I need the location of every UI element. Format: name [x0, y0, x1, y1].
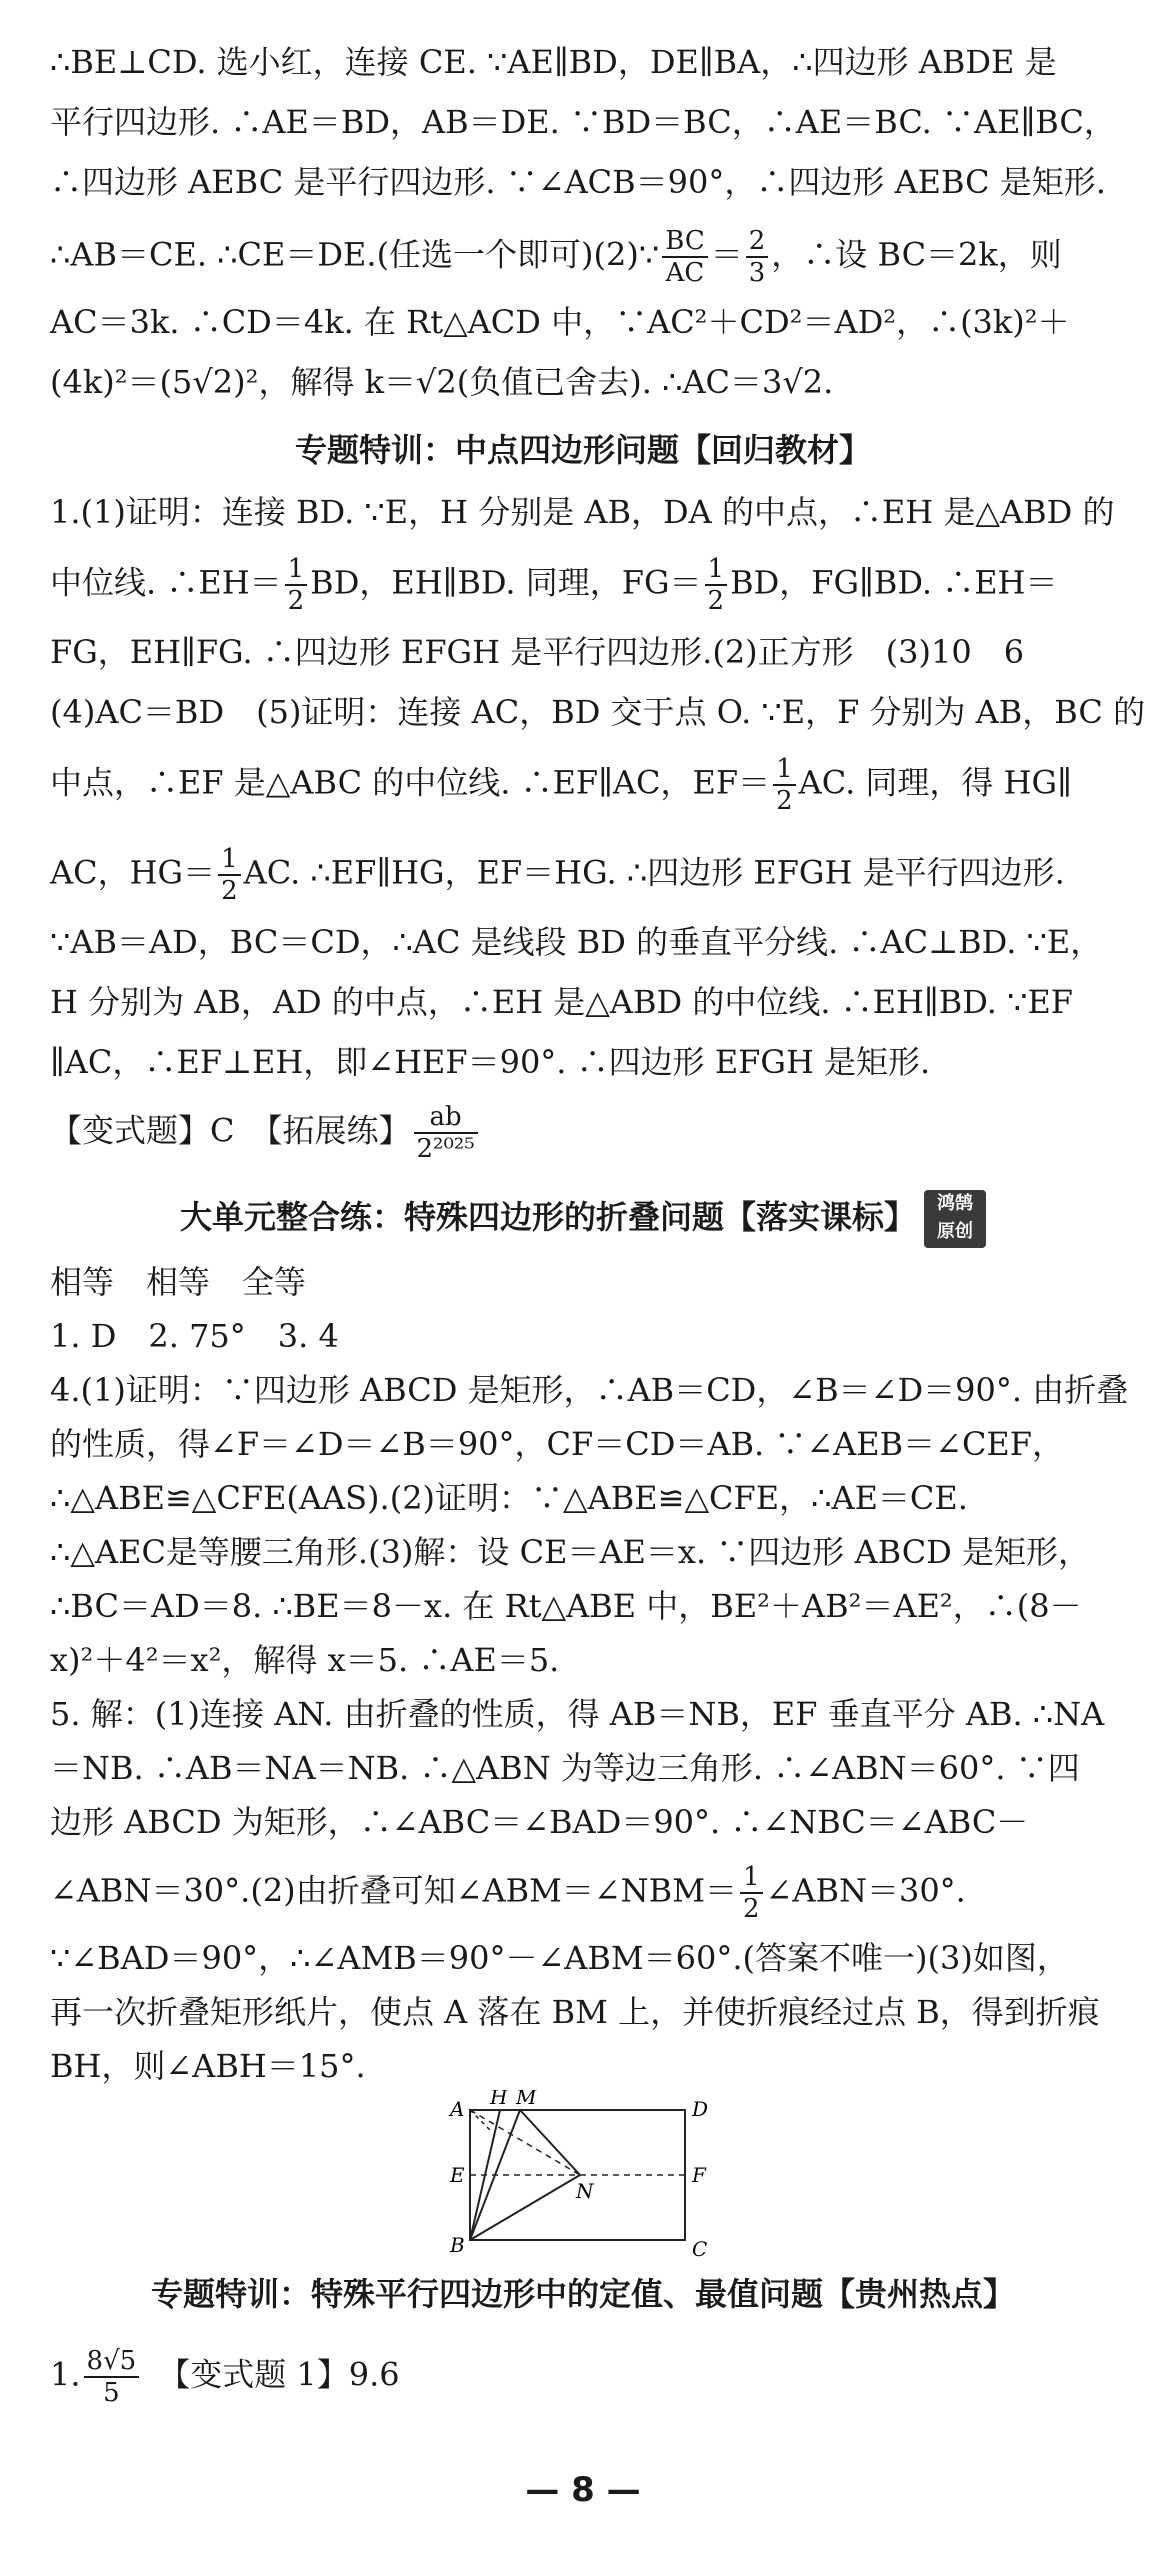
label-h: H	[490, 2090, 508, 2109]
section-heading: 专题特训：特殊平行四边形中的定值、最值问题【贵州热点】	[150, 2275, 1015, 2313]
segment-a-fold	[470, 2110, 490, 2130]
text-line: x)²＋4²＝x²，解得 x＝5. ∴AE＝5.	[50, 1641, 560, 1679]
text-line: ∥AC，∴EF⊥EH，即∠HEF＝90°. ∴四边形 EFGH 是矩形.	[50, 1043, 931, 1081]
label-n: N	[576, 2179, 594, 2203]
text-line: ∴AB＝CE. ∴CE＝DE.(任选一个即可)(2)∵ $\frac{BC}{AC}$ ＝ $\frac{2}{3}$ ，∴设 BC＝2k，则	[50, 226, 1062, 288]
text-line: (4)AC＝BD (5)证明：连接 AC，BD 交于点 O. ∵E，F 分别为 AB，BC 的	[50, 693, 1146, 731]
text-line: 5. 解：(1)连接 AN. 由折叠的性质，得 AB＝NB，EF 垂直平分 AB. ∴NA	[50, 1695, 1105, 1733]
fraction: $\frac{1}{2}$	[705, 556, 728, 614]
text-line: ＝NB. ∴AB＝NA＝NB. ∴△ABN 为等边三角形. ∴∠ABN＝60°. ∵四	[50, 1749, 1080, 1787]
text-line: 边形 ABCD 为矩形，∴∠ABC＝∠BAD＝90°. ∴∠NBC＝∠ABC－	[50, 1803, 1029, 1841]
fraction: $\frac{2}{3}$	[746, 228, 769, 286]
text-line: 1. $\frac{8√5}{5}$ 【变式题 1】9.6	[50, 2346, 400, 2408]
fraction: $\frac{8√5}{5}$	[84, 2348, 140, 2406]
text-line: BH，则∠ABH＝15°.	[50, 2047, 366, 2085]
text-line: ∠ABN＝30°.(2)由折叠可知∠ABM＝∠NBM＝ $\frac{1}{2}$ ∠ABN＝30°.	[50, 1862, 966, 1924]
fraction: $\frac{1}{2}$	[218, 846, 241, 904]
text-line: ∴△AEC是等腰三角形.(3)解：设 CE＝AE＝x. ∵四边形 ABCD 是矩形，	[50, 1533, 1091, 1571]
label-a: A	[450, 2097, 465, 2121]
text-line: ∵∠BAD＝90°，∴∠AMB＝90°－∠ABM＝60°.(答案不唯一)(3)如图，	[50, 1939, 1069, 1977]
folding-diagram	[440, 2090, 740, 2260]
original-stamp: 鸿鹄 原创	[924, 1190, 986, 1248]
fraction: $\frac{1}{2}$	[740, 1864, 763, 1922]
text-line: 平行四边形. ∴AE＝BD，AB＝DE. ∵BD＝BC，∴AE＝BC. ∵AE∥BC，	[50, 103, 1116, 141]
text-line: (4k)²＝(5√2)²，解得 k＝√2(负值已舍去). ∴AC＝3√2.	[50, 363, 834, 401]
fraction: $\frac{ab}{\text{2²⁰²⁵}}$	[414, 1104, 478, 1162]
fraction: $\frac{1}{2}$	[773, 756, 796, 814]
text-line: AC，HG＝ $\frac{1}{2}$ AC. ∴EF∥HG，EF＝HG. ∴四边形 EFGH 是平行四边形.	[50, 844, 1065, 906]
text-line: ∵AB＝AD，BC＝CD，∴AC 是线段 BD 的垂直平分线. ∴AC⊥BD. ∵E，	[50, 923, 1103, 961]
fraction: $\frac{1}{2}$	[285, 556, 308, 614]
text-line: 4.(1)证明：∵四边形 ABCD 是矩形，∴AB＝CD，∠B＝∠D＝90°. 由折叠	[50, 1371, 1129, 1409]
text-line: 1.(1)证明：连接 BD. ∵E，H 分别是 AB，DA 的中点，∴EH 是△ABD 的	[50, 493, 1115, 531]
segment-bn	[470, 2175, 580, 2240]
text-line: 【变式题】C 【拓展练】 $\frac{ab}{\text{2²⁰²⁵}}$	[50, 1104, 1106, 1162]
text-line: ∴BC＝AD＝8. ∴BE＝8－x. 在 Rt△ABE 中，BE²＋AB²＝AE²，∴(8－	[50, 1587, 1082, 1625]
segment-mn	[520, 2110, 580, 2175]
text-line: ∴△ABE≌△CFE(AAS).(2)证明：∵△ABE≌△CFE，∴AE＝CE.	[50, 1479, 968, 1517]
fraction: $\frac{BC}{AC}$	[662, 228, 707, 286]
section-heading: 专题特训：中点四边形问题【回归教材】	[294, 431, 871, 469]
label-b: B	[450, 2233, 465, 2257]
label-f: F	[692, 2163, 706, 2187]
text-line: 的性质，得∠F＝∠D＝∠B＝90°，CF＝CD＝AB. ∵∠AEB＝∠CEF，	[50, 1425, 1064, 1463]
text-line: 中位线. ∴EH＝ $\frac{1}{2}$ BD，EH∥BD. 同理，FG＝ $\frac{1}{2}$ BD，FG∥BD. ∴EH＝	[50, 554, 1058, 616]
text-line: 再一次折叠矩形纸片，使点 A 落在 BM 上，并使折痕经过点 B，得到折痕	[50, 1993, 1100, 2031]
label-c: C	[692, 2237, 708, 2260]
text-line: FG，EH∥FG. ∴四边形 EFGH 是平行四边形.(2)正方形 (3)10 6	[50, 633, 1025, 671]
text-line: 相等 相等 全等	[50, 1263, 307, 1301]
text-line: ∴四边形 AEBC 是平行四边形. ∵∠ACB＝90°，∴四边形 AEBC 是矩形.	[50, 163, 1106, 201]
text-line: AC＝3k. ∴CD＝4k. 在 Rt△ACD 中，∵AC²＋CD²＝AD²，∴(3k)²＋	[50, 303, 1070, 341]
text-line: 1. D 2. 75° 3. 4	[50, 1317, 339, 1355]
text-line: ∴BE⊥CD. 选小红，连接 CE. ∵AE∥BD，DE∥BA，∴四边形 ABDE 是	[50, 43, 1057, 81]
section-heading: 大单元整合练：特殊四边形的折叠问题【落实课标】 鸿鹄 原创	[0, 1190, 1166, 1248]
label-e: E	[450, 2163, 465, 2187]
label-m: M	[516, 2090, 537, 2109]
label-d: D	[692, 2097, 709, 2121]
text-line: 中点，∴EF 是△ABC 的中位线. ∴EF∥AC，EF＝ $\frac{1}{2}$ AC. 同理，得 HG∥	[50, 754, 1072, 816]
page-number: — 8 —	[525, 2470, 641, 2510]
text-line: H 分别为 AB，AD 的中点，∴EH 是△ABD 的中位线. ∴EH∥BD. ∵EF	[50, 983, 1074, 1021]
